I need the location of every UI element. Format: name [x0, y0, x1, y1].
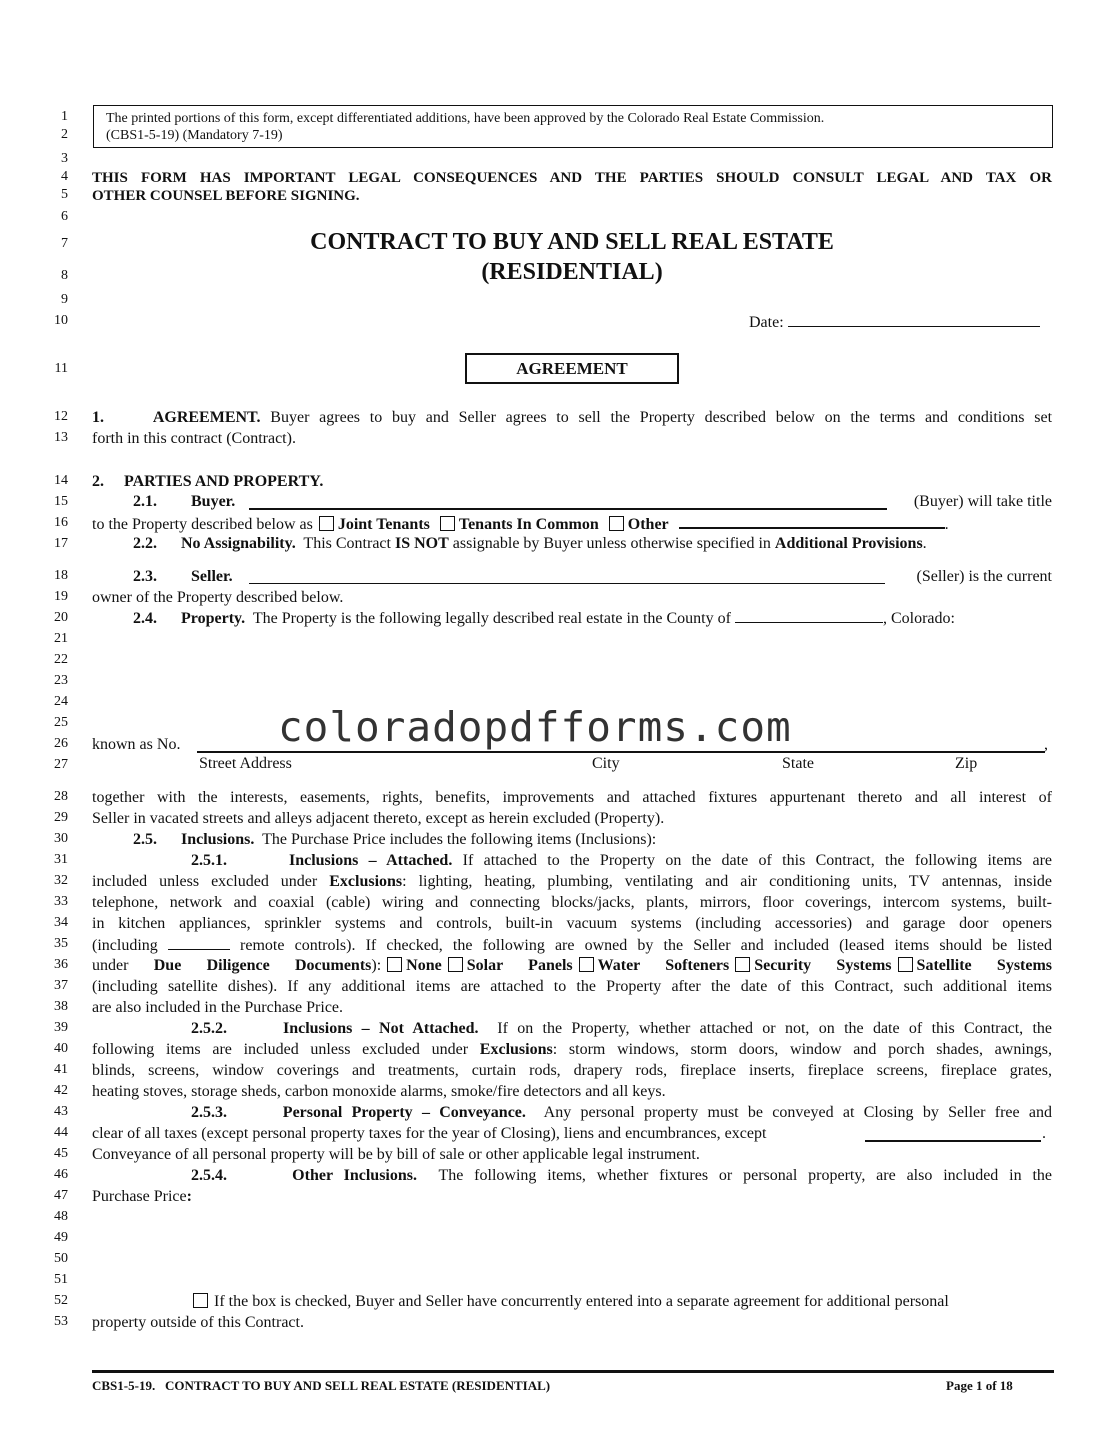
remote-controls-input[interactable] [168, 935, 230, 950]
none-label: None [406, 957, 442, 974]
line-number: 8 [61, 268, 68, 283]
line-number: 50 [54, 1251, 68, 1266]
buyer-number: 2.1. [133, 493, 157, 510]
not-attached-text-2c: : storm windows, storm doors, window and porch shades, awnings, [552, 1041, 1053, 1058]
line-number: 40 [54, 1041, 68, 1056]
other-inclusions-line-1 [191, 1166, 1052, 1186]
title-type-line: to the Property described below as Joint Tenants Tenants In Common Other . [92, 513, 949, 535]
footer-page-number: Page 1 of 18 [946, 1378, 1013, 1393]
line-number: 39 [54, 1020, 68, 1035]
assign-bold-2: Additional Provisions [774, 535, 923, 552]
satellite-systems-checkbox[interactable] [898, 957, 913, 972]
attached-text-2c: : lighting, heating, plumbing, ventilating and air conditioning units, TV antennas, inside [402, 873, 1053, 890]
other-inclusions-text-1: The following items, whether fixtures or personal property, are also included in the [438, 1167, 1053, 1184]
line-number: 44 [54, 1125, 68, 1140]
other-inclusions-colon: : [186, 1188, 192, 1205]
line-number: 2 [61, 127, 68, 142]
solar-panels-label: Solar Panels [466, 957, 573, 974]
document-title: CONTRACT TO BUY AND SELL REAL ESTATE [310, 229, 834, 255]
attached-line-7: (including satellite dishes). If any additional items are attached to the Property after the date of this Contract, such additional items [92, 978, 1052, 995]
notice-line-2: (CBS1-5-19) (Mandatory 7-19) [106, 128, 283, 143]
seller-number: 2.3. [133, 568, 157, 585]
section-1-line-2: forth in this contract (Contract). [92, 430, 296, 447]
line-number: 43 [54, 1104, 68, 1119]
attached-text-5a: (including [92, 937, 158, 954]
address-input[interactable] [197, 737, 1045, 753]
section-1-text: Buyer agrees to buy and Seller agrees to sell the Property described below on the terms and conditions set [270, 409, 1053, 426]
line-number: 19 [54, 589, 68, 604]
line-number: 53 [54, 1314, 68, 1329]
tenants-in-common-label: Tenants In Common [458, 516, 599, 533]
except-input[interactable] [865, 1126, 1041, 1142]
none-checkbox[interactable] [387, 957, 402, 972]
line-number: 52 [54, 1293, 68, 1308]
seller-tail: (Seller) is the current [916, 568, 1052, 585]
line-number: 5 [61, 187, 68, 202]
section-2-heading: 2. PARTIES AND PROPERTY. [92, 473, 324, 490]
other-inclusions-text-2: Purchase Price [92, 1188, 187, 1205]
line-number: 21 [54, 631, 68, 646]
title-type-lead: to the Property described below as [92, 516, 313, 533]
water-softeners-label: Water Softeners [597, 957, 730, 974]
not-attached-text-2b: Exclusions [479, 1041, 553, 1058]
line-number: 3 [61, 151, 68, 166]
seller-name-input[interactable] [249, 569, 885, 584]
property-line [133, 608, 955, 629]
attached-text-6c: ): [371, 957, 382, 974]
not-attached-number: 2.5.2. [191, 1020, 227, 1037]
attached-label: Inclusions – Attached. [288, 852, 453, 869]
line-number: 6 [61, 209, 68, 224]
warning-line-2: OTHER COUNSEL BEFORE SIGNING. [92, 188, 360, 204]
line-number: 15 [54, 494, 68, 509]
attached-text-5b: remote controls). If checked, the following are owned by the Seller and included (leased items should be listed [240, 937, 1053, 954]
line-number: 47 [54, 1188, 68, 1203]
line-number: 16 [54, 515, 68, 530]
line-number: 29 [54, 810, 68, 825]
line-number: 36 [54, 957, 68, 972]
warning-line-1: THIS FORM HAS IMPORTANT LEGAL CONSEQUENCES AND THE PARTIES SHOULD CONSULT LEGAL AND TAX OR [92, 170, 1052, 186]
attached-number: 2.5.1. [191, 852, 227, 869]
attached-line-2 [92, 872, 1052, 892]
conveyance-number: 2.5.3. [191, 1104, 227, 1121]
together-line-2: Seller in vacated streets and alleys adjacent thereto, except as herein excluded (Property). [92, 810, 665, 827]
line-number: 9 [61, 292, 68, 307]
line-number: 34 [54, 915, 68, 930]
joint-tenants-checkbox[interactable] [319, 516, 334, 531]
line-number: 48 [54, 1209, 68, 1224]
line-number: 46 [54, 1167, 68, 1182]
not-attached-text-2a: following items are included unless excluded under [92, 1041, 469, 1058]
line-number: 20 [54, 610, 68, 625]
assign-bold: IS NOT [394, 535, 449, 552]
line-number: 24 [54, 694, 68, 709]
date-field [749, 312, 1040, 333]
tenants-in-common-checkbox[interactable] [440, 516, 455, 531]
conveyance-text-1: Any personal property must be conveyed at Closing by Seller free and [543, 1104, 1053, 1121]
buyer-label: Buyer. [191, 493, 236, 510]
section-1-number: 1. [92, 409, 104, 426]
conveyance-line-2: clear of all taxes (except personal property taxes for the year of Closing), liens and encumbrances, except . [92, 1125, 1046, 1142]
watermark: coloradopdfforms.com [278, 703, 792, 751]
not-attached-line-1 [191, 1019, 1052, 1039]
other-inclusions-number: 2.5.4. [191, 1167, 227, 1184]
security-systems-label: Security Systems [754, 957, 892, 974]
line-number: 13 [54, 430, 68, 445]
attached-line-6 [92, 956, 1052, 976]
line-number: 30 [54, 831, 68, 846]
other-input[interactable] [679, 513, 945, 529]
document-subtitle: (RESIDENTIAL) [481, 259, 663, 285]
line-number: 7 [61, 236, 68, 251]
not-attached-line-3: blinds, screens, window coverings and treatments, curtain rods, drapery rods, fireplace inserts, fireplace screens, fireplace grates, [92, 1062, 1052, 1079]
buyer-name-input[interactable] [249, 494, 887, 510]
line-number: 33 [54, 894, 68, 909]
line-number: 23 [54, 673, 68, 688]
water-softeners-checkbox[interactable] [579, 957, 594, 972]
line-number: 25 [54, 715, 68, 730]
not-attached-label: Inclusions – Not Attached. [282, 1020, 479, 1037]
line-number: 27 [54, 757, 68, 772]
line-number: 32 [54, 873, 68, 888]
separate-agreement-line-1 [189, 1292, 949, 1312]
not-attached-text-1: If on the Property, whether attached or not, on the date of this Contract, the [497, 1020, 1053, 1037]
separate-agreement-checkbox[interactable] [193, 1293, 208, 1308]
line-number: 49 [54, 1230, 68, 1245]
line-number: 42 [54, 1083, 68, 1098]
line-number: 10 [54, 313, 68, 328]
not-attached-line-4: heating stoves, storage sheds, carbon monoxide alarms, smoke/fire detectors and all keys. [92, 1083, 666, 1100]
notice-box [93, 105, 1053, 148]
property-tail: , Colorado: [882, 610, 955, 627]
no-assignability-label: No Assignability. [181, 535, 296, 552]
notice-line-1: The printed portions of this form, except differentiated additions, have been approved by the Colorado Real Estate Commission. [106, 111, 825, 126]
line-number: 26 [54, 736, 68, 751]
conveyance-text-2: clear of all taxes (except personal property taxes for the year of Closing), liens and encumbrances, except [92, 1125, 767, 1142]
attached-line-8: are also included in the Purchase Price. [92, 999, 344, 1016]
no-assignability-number: 2.2. [133, 535, 157, 552]
known-as-label: known as No. [92, 736, 181, 753]
footer-divider [92, 1370, 1054, 1373]
line-number: 45 [54, 1146, 68, 1161]
attached-line-3: telephone, network and coaxial (cable) wiring and connecting blocks/jacks, plants, mirrors, floor coverings, intercom systems, built- [92, 894, 1052, 911]
attached-text-2b: Exclusions [329, 873, 403, 890]
section-1-line-1 [92, 408, 1052, 428]
inclusions-number: 2.5. [133, 831, 157, 848]
conveyance-line-1 [191, 1103, 1052, 1123]
satellite-systems-label: Satellite Systems [916, 957, 1053, 974]
line-number: 37 [54, 978, 68, 993]
seller-label: Seller. [191, 568, 233, 585]
line-number: 18 [54, 568, 68, 583]
attached-line-1 [191, 851, 1052, 871]
attached-text-6b: Due Diligence Documents [153, 957, 372, 974]
line-number: 22 [54, 652, 68, 667]
security-systems-checkbox[interactable] [735, 957, 750, 972]
property-label: Property. [181, 610, 246, 627]
no-assignability-line: 2.2. No Assignability. This Contract IS NOT assignable by Buyer unless otherwise specified in Additional Provisions. [133, 535, 927, 552]
line-number: 4 [61, 169, 68, 184]
other-checkbox[interactable] [609, 516, 624, 531]
solar-panels-checkbox[interactable] [448, 957, 463, 972]
inclusions-label: Inclusions. [181, 831, 255, 848]
separate-agreement-line-2: property outside of this Contract. [92, 1314, 304, 1331]
date-input[interactable] [788, 312, 1040, 327]
line-number: 31 [54, 852, 68, 867]
col-zip: Zip [955, 755, 978, 772]
line-number: 11 [54, 361, 68, 376]
line-number: 35 [54, 936, 68, 951]
attached-text-6a: under [92, 957, 129, 974]
line-number: 1 [61, 109, 68, 124]
not-attached-line-2 [92, 1040, 1052, 1060]
other-inclusions-line-2 [92, 1187, 192, 1207]
inclusions-line [133, 830, 656, 850]
conveyance-line-3: Conveyance of all personal property will be by bill of sale or other applicable legal instrument. [92, 1146, 700, 1163]
conveyance-label: Personal Property – Conveyance. [282, 1104, 526, 1121]
footer-form-id: CBS1-5-19. CONTRACT TO BUY AND SELL REAL ESTATE (RESIDENTIAL) [92, 1378, 551, 1393]
line-number: 51 [54, 1272, 68, 1287]
other-label: Other [627, 516, 669, 533]
attached-text-1: If attached to the Property on the date of this Contract, the following items are [462, 852, 1052, 869]
line-number: 41 [54, 1062, 68, 1077]
attached-line-5 [92, 935, 1052, 956]
property-text: The Property is the following legally described real estate in the County of [252, 610, 731, 627]
line-number: 28 [54, 789, 68, 804]
col-street-address: Street Address [199, 755, 292, 772]
col-city: City [592, 755, 620, 772]
seller-line-2: owner of the Property described below. [92, 589, 344, 606]
attached-line-4: in kitchen appliances, sprinkler systems and controls, built-in vacuum systems (including accessories) and garage door openers [92, 915, 1052, 932]
county-input[interactable] [735, 608, 883, 623]
assign-text-1: This Contract [303, 535, 391, 552]
section-1-heading: AGREEMENT. [152, 409, 261, 426]
buyer-tail: (Buyer) will take title [913, 493, 1052, 510]
attached-text-2a: included unless excluded under [92, 873, 318, 890]
line-number: 12 [54, 409, 68, 424]
inclusions-text: The Purchase Price includes the following items (Inclusions): [262, 831, 657, 848]
line-number: 17 [54, 536, 68, 551]
separate-agreement-text-1: If the box is checked, Buyer and Seller have concurrently entered into a separate agreement for additional personal [214, 1293, 949, 1310]
property-number: 2.4. [133, 610, 157, 627]
known-as-line: known as No. , [92, 736, 1048, 753]
assign-text-2: assignable by Buyer unless otherwise specified in [452, 535, 771, 552]
line-number: 38 [54, 999, 68, 1014]
other-inclusions-label: Other Inclusions. [292, 1167, 417, 1184]
line-number: 14 [54, 473, 68, 488]
date-label: Date: [749, 314, 784, 331]
together-line-1: together with the interests, easements, rights, benefits, improvements and attached fixtures appurtenant thereto and all interest of [92, 789, 1052, 806]
joint-tenants-label: Joint Tenants [337, 516, 430, 533]
col-state: State [782, 755, 814, 772]
agreement-heading-box: AGREEMENT [465, 353, 679, 384]
